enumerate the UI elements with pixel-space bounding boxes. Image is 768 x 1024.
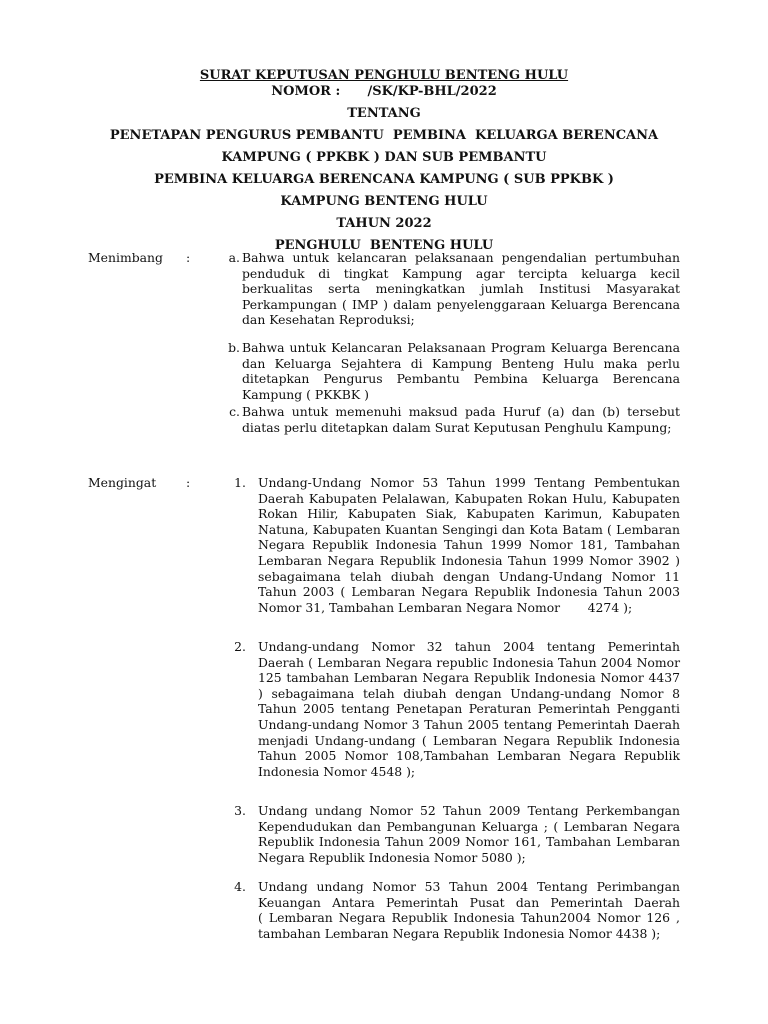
item-marker: 1. bbox=[234, 475, 246, 490]
item-text: Undang undang Nomor 53 Tahun 2004 Tentang Perimbangan Keuangan Antara Pemerintah Pusat dan Pemerintah Daerah ( Lembaran Negara Republik Indonesia Tahun2004 Nomor 126 , tambahan Lembaran Negara Republik Indonesia Nomor 4438 ); bbox=[258, 879, 728, 941]
subject-year: TAHUN 2022 bbox=[336, 216, 432, 231]
item-marker: 4. bbox=[234, 879, 246, 894]
item-marker: a. bbox=[228, 250, 240, 265]
item-text: Undang-Undang Nomor 53 Tahun 1999 Tentang Pembentukan Daerah Kabupaten Pelalawan, Kabupaten Rokan Hulu, Kabupaten Rokan Hilir, Kabupaten Siak, Kabupaten Karimun, Kabupaten Natuna, Kabupaten Kuantan Sengingi dan Kota Batam ( Lembaran Negara Republik Indonesia Tahun 1999 Nomor 181, Tambahan Lembaran Negara Republik Indonesia Tahun 1999 Nomor 3902 ) sebagaimana telah diubah dengan Undang-Undang Nomor 11 Tahun 2003 ( Lembaran Negara Republik Indonesia Tahun 2003 Nomor 31, Tambahan Lembaran Negara Nomor 4274 ); bbox=[258, 475, 684, 615]
item-marker: b. bbox=[228, 340, 240, 355]
item-marker: c. bbox=[229, 404, 240, 419]
decree-number: NOMOR : /SK/KP-BHL/2022 bbox=[271, 84, 497, 99]
mengingat-colon: : bbox=[186, 475, 191, 490]
item-marker: 2. bbox=[234, 639, 246, 654]
item-text: Bahwa untuk memenuhi maksud pada Huruf (a) dan (b) tersebut diatas perlu ditetapkan dalam Surat Keputusan Penghulu Kampung; bbox=[242, 404, 680, 435]
item-marker: 3. bbox=[234, 803, 246, 818]
item-text: Undang-undang Nomor 32 tahun 2004 tentang Pemerintah Daerah ( Lembaran Negara republic Indonesia Tahun 2004 Nomor 125 tambahan Lembaran Negara Republik Indonesia Nomor 4437 ) sebagaimana telah diubah dengan Undang-undang Nomor 8 Tahun 2005 tentang Penetapan Peraturan Pemerintah Pengganti Undang-undang Nomor 3 Tahun 2005 tentang Pemerintah Daerah menjadi Undang-undang ( Lembaran Negara Republik Indonesia Tahun 2005 Nomor 108,Tambahan Lembaran Negara Republik Indonesia Nomor 4548 ); bbox=[258, 639, 680, 779]
item-text: Bahwa untuk kelancaran pelaksanaan pengendalian pertumbuhan penduduk di tingkat Kampung agar tercipta keluarga kecil berkualitas serta meningkatkan jumlah Institusi Masyarakat Perkampungan ( IMP ) dalam penyelenggaraan Keluarga Berencana dan Kesehatan Reproduksi; bbox=[242, 250, 680, 328]
subject-line-3: PEMBINA KELUARGA BERENCANA KAMPUNG ( SUB PPKBK ) bbox=[154, 172, 614, 187]
item-text: Undang undang Nomor 52 Tahun 2009 Tentang Perkembangan Kependudukan dan Pembangunan Keluarga ; ( Lembaran Negara Republik Indonesia Tahun 2009 Nomor 161, Tambahan Lembaran Negara Republik Indonesia Nomor 5080 ); bbox=[258, 803, 680, 865]
tentang-heading: TENTANG bbox=[347, 106, 421, 121]
subject-line-4: KAMPUNG BENTENG HULU bbox=[280, 194, 488, 209]
menimbang-colon: : bbox=[186, 250, 191, 265]
subject-line-2: KAMPUNG ( PPKBK ) DAN SUB PEMBANTU bbox=[221, 150, 547, 165]
decree-title: SURAT KEPUTUSAN PENGHULU BENTENG HULU bbox=[199, 68, 569, 83]
item-text: Bahwa untuk Kelancaran Pelaksanaan Program Keluarga Berencana dan Keluarga Sejahtera di Kampung Benteng Hulu maka perlu ditetapkan Pengurus Pembantu Pembina Keluarga Berencana Kampung ( PKKBK ) bbox=[242, 340, 680, 402]
menimbang-label: Menimbang bbox=[88, 250, 163, 265]
mengingat-label: Mengingat bbox=[88, 475, 157, 490]
subject-line-1: PENETAPAN PENGURUS PEMBANTU PEMBINA KELUARGA BERENCANA bbox=[109, 128, 659, 143]
issuer-heading: PENGHULU BENTENG HULU bbox=[274, 238, 494, 253]
document-title-block bbox=[60, 68, 708, 254]
